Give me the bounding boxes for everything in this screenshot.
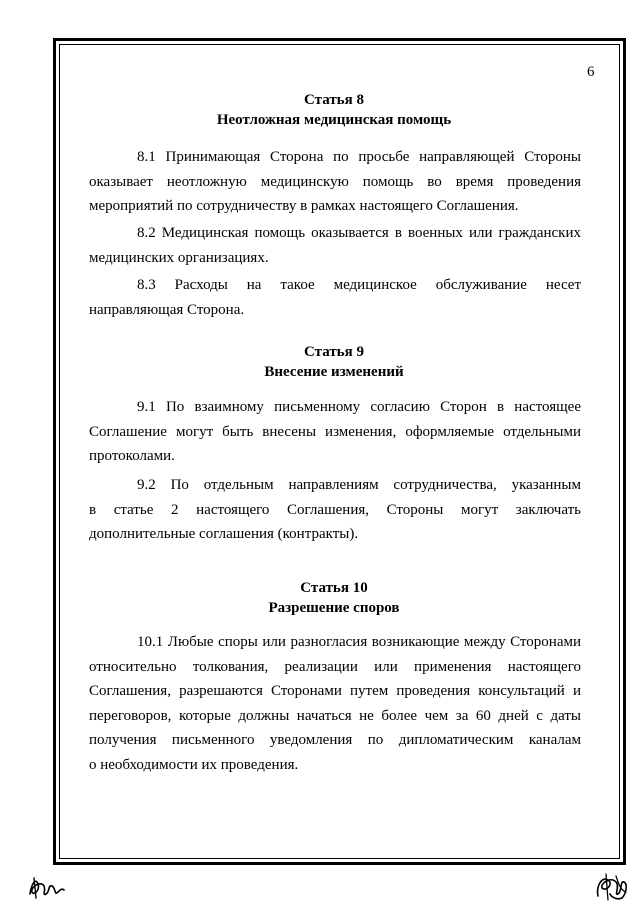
- text-line: переговоров, которые должны начаться не более чем за 60 дней с даты: [89, 707, 581, 724]
- text-line: о необходимости их проведения.: [89, 756, 299, 773]
- paragraph-9-2: [89, 473, 581, 547]
- text-line: направляющая Сторона.: [89, 301, 245, 318]
- signature-initials-left: [26, 874, 66, 900]
- text-line: дополнительные соглашения (контракты).: [89, 526, 359, 542]
- text-line: Соглашения, разрешаются Сторонами путем проведения консультаций и: [89, 683, 581, 699]
- article-title: Статья 9: [304, 344, 364, 360]
- article-10-heading: [87, 578, 581, 618]
- text-line: оказывает неотложную медицинскую помощь во время проведения: [89, 173, 581, 190]
- paragraph-8-3: [89, 273, 581, 322]
- article-8-heading: [87, 90, 581, 130]
- text-line: 10.1 Любые споры или разногласия возникающие между Сторонами: [137, 634, 581, 650]
- page-number: 6: [587, 64, 595, 80]
- text-line: 8.2 Медицинская помощь оказывается в военных или гражданских: [137, 225, 581, 241]
- article-title: Статья 8: [304, 92, 364, 108]
- text-line: в статье 2 настоящего Соглашения, Стороны могут заключать: [89, 501, 581, 518]
- paragraph-8-1: [89, 145, 581, 219]
- text-line: получения письменного уведомления по дипломатическим каналам: [89, 732, 581, 748]
- text-line: 8.1 Принимающая Сторона по просьбе направляющей Стороны: [137, 149, 581, 165]
- text-line: относительно толкования, реализации или применения настоящего: [89, 658, 581, 675]
- text-line: протоколами.: [89, 448, 175, 464]
- paragraph-8-2: [89, 221, 581, 270]
- text-line: Соглашение могут быть внесены изменения, оформляемые отдельными: [89, 423, 581, 440]
- text-line: 9.2 По отдельным направлениям сотрудничества, указанным: [137, 477, 581, 493]
- article-subtitle: Внесение изменений: [264, 364, 404, 380]
- article-9-heading: [87, 342, 581, 382]
- article-subtitle: Разрешение споров: [268, 600, 400, 616]
- article-subtitle: Неотложная медицинская помощь: [216, 112, 452, 128]
- text-line: 9.1 По взаимному письменному согласию Сторон в настоящее: [137, 399, 581, 415]
- signature-initials-right: [592, 872, 632, 902]
- paragraph-9-1: [89, 395, 581, 469]
- text-line: медицинских организациях.: [89, 249, 269, 266]
- text-line: 8.3 Расходы на такое медицинское обслуживание несет: [137, 277, 581, 293]
- article-title: Статья 10: [300, 580, 368, 596]
- paragraph-10-1: [89, 630, 581, 777]
- text-line: мероприятий по сотрудничеству в рамках настоящего Соглашения.: [89, 198, 519, 214]
